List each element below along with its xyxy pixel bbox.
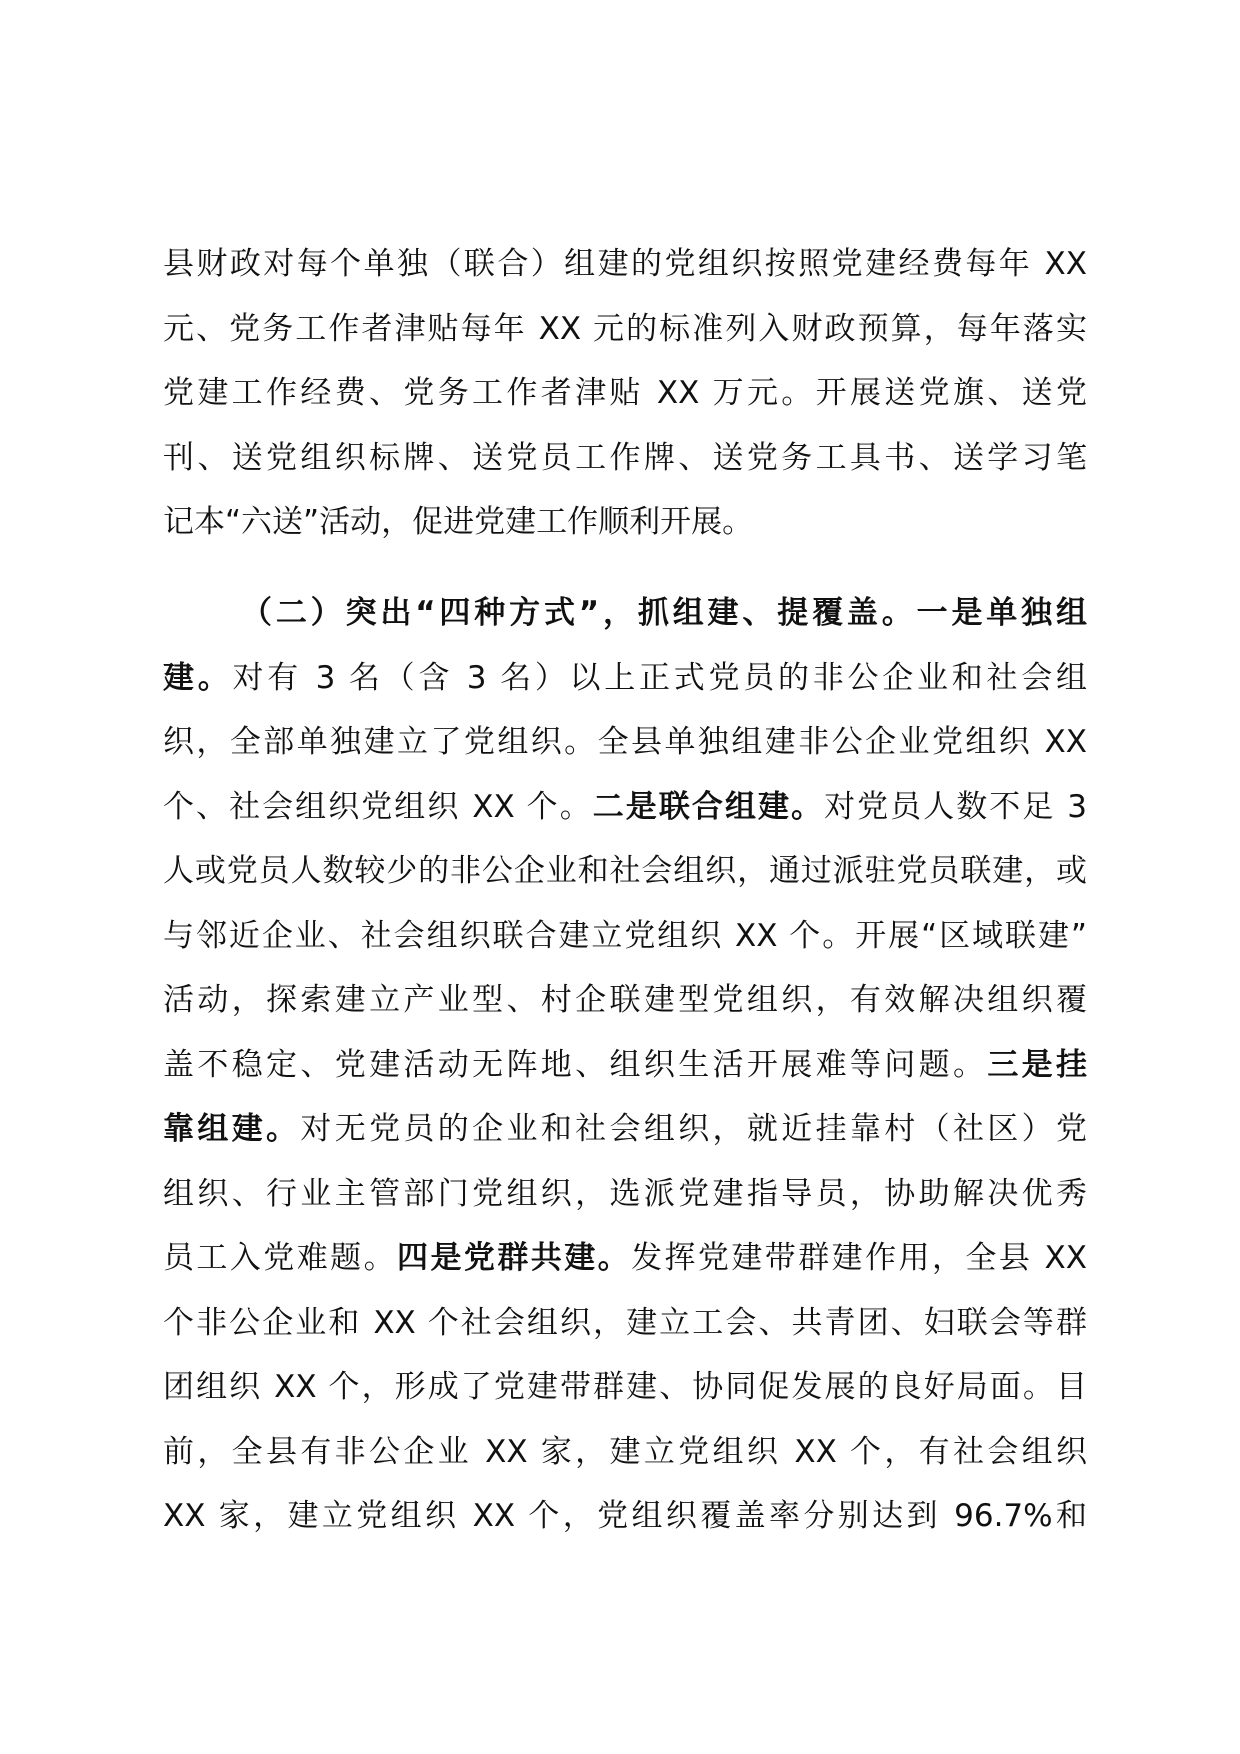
text-line: 记本“六送”活动，促进党建工作顺利开展。 bbox=[163, 504, 754, 540]
text-run: 个、社会组织党组织 XX 个。 bbox=[163, 788, 593, 825]
method-title: 二是联合组建。 bbox=[592, 788, 825, 825]
text-line: 前，全县有非公企业 XX 家，建立党组织 XX 个，有社会组织 bbox=[163, 1433, 1087, 1470]
paragraph-four-methods bbox=[163, 581, 1087, 1549]
method-title: 四是党群共建。 bbox=[397, 1240, 632, 1276]
text-line: 组织、行业主管部门党组织，选派党建指导员，协助解决优秀 bbox=[163, 1175, 1087, 1212]
text-run: 对无党员的企业和社会组织，就近挂靠村（社区）党 bbox=[300, 1111, 1088, 1147]
text-line bbox=[163, 1097, 1087, 1162]
text-line bbox=[163, 1033, 1087, 1098]
paragraph-funding bbox=[163, 232, 1087, 555]
text-line bbox=[163, 775, 1087, 840]
text-line bbox=[163, 581, 1087, 646]
text-line: 活动，探索建立产业型、村企联建型党组织，有效解决组织覆 bbox=[163, 982, 1087, 1018]
text-line bbox=[163, 646, 1087, 711]
text-run: 发挥党建带群建作用，全县 XX bbox=[631, 1240, 1088, 1276]
text-line bbox=[163, 1226, 1087, 1291]
text-line: 元、党务工作者津贴每年 XX 元的标准列入财政预算，每年落实 bbox=[163, 310, 1087, 347]
section-heading: （二）突出“四种方式”，抓组建、提覆盖。一是单独组 bbox=[241, 595, 1087, 631]
text-line: 党建工作经费、党务工作者津贴 XX 万元。开展送党旗、送党 bbox=[163, 375, 1087, 411]
text-run: 对有 3 名（含 3 名）以上正式党员的非公企业和社会组 bbox=[232, 659, 1087, 696]
text-line: 人或党员人数较少的非公企业和社会组织，通过派驻党员联建，或 bbox=[163, 853, 1087, 889]
text-run: 员工入党难题。 bbox=[163, 1240, 398, 1276]
text-line: 刊、送党组织标牌、送党员工作牌、送党务工具书、送学习笔 bbox=[163, 439, 1087, 476]
text-line: XX 家，建立党组织 XX 个，党组织覆盖率分别达到 96.7%和 bbox=[163, 1498, 1087, 1534]
text-line: 团组织 XX 个，形成了党建带群建、协同促发展的良好局面。目 bbox=[163, 1369, 1087, 1405]
text-line: 县财政对每个单独（联合）组建的党组织按照党建经费每年 XX bbox=[163, 246, 1087, 282]
text-line: 个非公企业和 XX 个社会组织，建立工会、共青团、妇联会等群 bbox=[163, 1304, 1087, 1341]
method-title: 靠组建。 bbox=[163, 1111, 301, 1147]
text-line: 与邻近企业、社会组织联合建立党组织 XX 个。开展“区域联建” bbox=[163, 917, 1087, 954]
text-run: 对党员人数不足 3 bbox=[824, 788, 1088, 825]
text-run: 盖不稳定、党建活动无阵地、组织生活开展难等问题。 bbox=[163, 1046, 988, 1083]
text-line: 织，全部单独建立了党组织。全县单独组建非公企业党组织 XX bbox=[163, 724, 1087, 760]
method-title: 建。 bbox=[163, 659, 233, 696]
method-title: 三是挂 bbox=[987, 1046, 1088, 1083]
